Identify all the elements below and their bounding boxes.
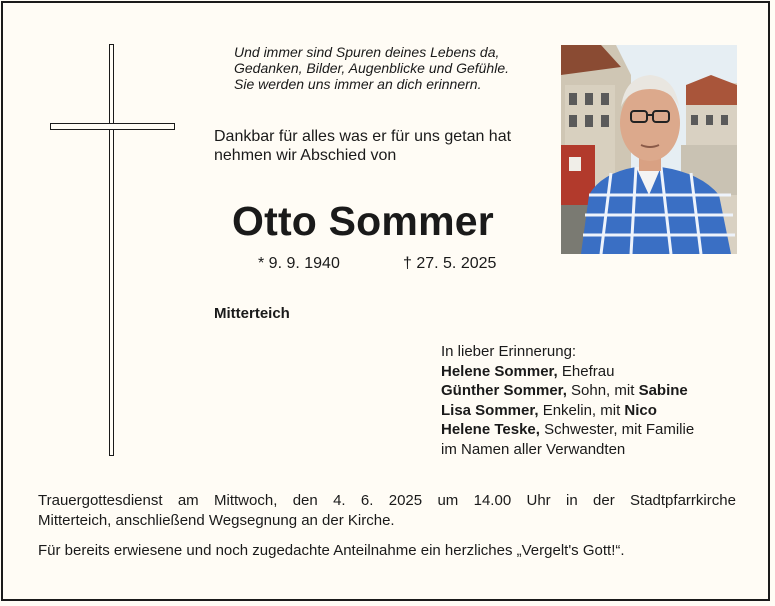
service-word: Mittwoch, bbox=[214, 492, 278, 509]
service-word: 6. bbox=[360, 492, 374, 509]
mourner-name: Günther Sommer, bbox=[441, 382, 567, 399]
service-word: 14.00 bbox=[473, 492, 512, 509]
memory-closing: im Namen aller Verwandten bbox=[441, 440, 626, 458]
service-line-2: Mitterteich, anschließend Wegsegnung an der Kirche. bbox=[38, 511, 395, 529]
hometown: Mitterteich bbox=[214, 305, 290, 322]
poem-line: Sie werden uns immer an dich erinnern. bbox=[234, 76, 482, 92]
service-line-1 bbox=[38, 491, 736, 511]
service-word: 2025 bbox=[388, 492, 423, 509]
intro-line: Dankbar für alles was er für uns getan hat bbox=[214, 128, 512, 145]
mourner-partner: Sabine bbox=[638, 382, 688, 399]
mourner-name: Helene Teske, bbox=[441, 421, 540, 438]
service-word: am bbox=[177, 492, 199, 509]
service-word: 4. bbox=[333, 492, 346, 509]
death-date: † 27. 5. 2025 bbox=[403, 255, 497, 272]
service-word: um bbox=[437, 492, 459, 509]
poem-line: Und immer sind Spuren deines Lebens da, bbox=[234, 44, 500, 60]
service-word: in bbox=[566, 492, 578, 509]
service-word: den bbox=[292, 492, 318, 509]
mourner-entry bbox=[441, 401, 694, 421]
memory-heading: In lieber Erinnerung: bbox=[441, 343, 577, 360]
mourner-name: Lisa Sommer, bbox=[441, 401, 539, 419]
mourner-entry bbox=[441, 381, 694, 401]
service-announcement bbox=[38, 491, 736, 530]
deceased-name: Otto Sommer bbox=[232, 198, 494, 244]
mourner-entry bbox=[441, 420, 694, 440]
intro-text bbox=[214, 127, 511, 165]
mourner-partner: Nico bbox=[624, 401, 657, 419]
mourners-list bbox=[441, 342, 694, 459]
service-word: Uhr bbox=[526, 492, 551, 509]
mourner-relation: Sohn, mit bbox=[566, 382, 639, 399]
poem bbox=[234, 44, 509, 92]
intro-line: nehmen wir Abschied von bbox=[214, 147, 397, 164]
birth-date: * 9. 9. 1940 bbox=[258, 255, 340, 272]
mourner-relation: Ehefrau bbox=[557, 362, 615, 380]
portrait-photo bbox=[561, 45, 737, 254]
service-word: Stadtpfarrkirche bbox=[630, 492, 736, 509]
service-word: Trauergottesdienst bbox=[38, 492, 163, 509]
mourner-entry bbox=[441, 362, 694, 382]
mourner-name: Helene Sommer, bbox=[441, 362, 558, 380]
thanks-line: Für bereits erwiesene und noch zugedachte Anteilnahme ein herzliches „Vergelt's Gott!“. bbox=[38, 542, 625, 559]
poem-line: Gedanken, Bilder, Augenblicke und Gefühle. bbox=[234, 60, 510, 76]
mourner-relation: Schwester, mit Familie bbox=[539, 421, 695, 438]
mourner-relation: Enkelin, mit bbox=[538, 401, 625, 419]
service-word: der bbox=[593, 492, 615, 509]
